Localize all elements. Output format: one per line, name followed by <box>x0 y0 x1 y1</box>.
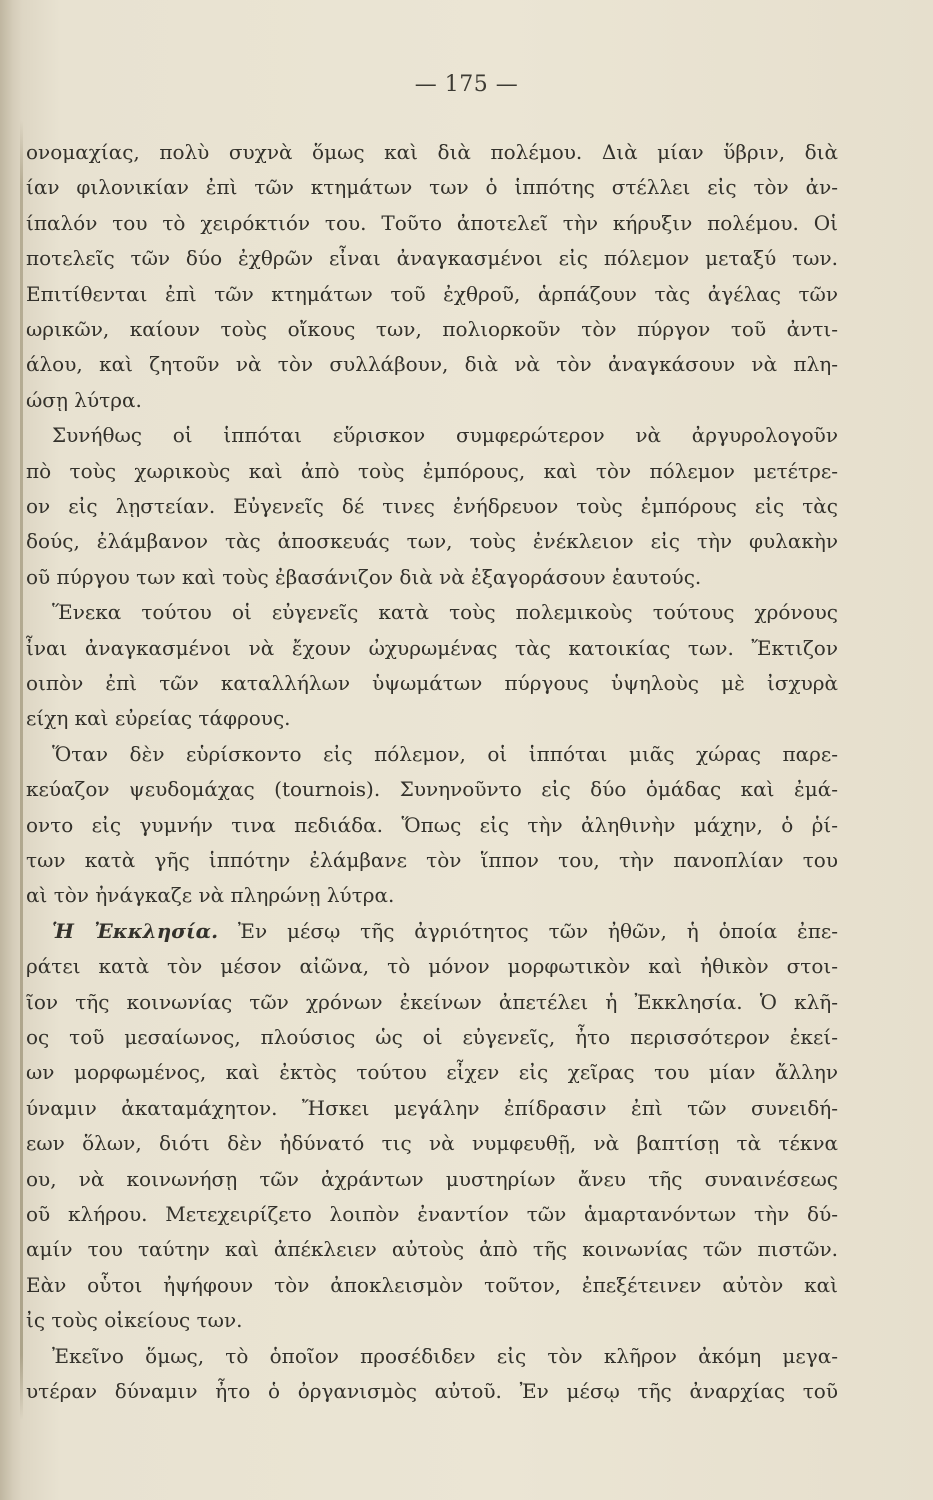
line-text: Ἐκεῖνο ὅμως, τὸ ὁποῖον προσέδιδεν εἰς τὸν κλῆρον ἀκόμη μεγα- <box>52 1343 838 1368</box>
line-text: ος τοῦ μεσαίωνος, πλούσιος ὡς οἱ εὐγενεῖς, ἦτο περισσότερον ἐκεί- <box>26 1025 838 1049</box>
line-text: αμίν του ταύτην καὶ ἀπέκλειεν αὐτοὺς ἀπὸ τῆς κοινωνίας τῶν πιστῶν. <box>26 1237 838 1262</box>
line-text: οντο εἰς γυμνήν τινα πεδιάδα. Ὅπως εἰς τὴν ἀληθινὴν μάχην, ὁ ῥί- <box>26 812 838 837</box>
line-text: ίπαλόν του τὸ χειρόκτιόν του. Τοῦτο ἀποτελεῖ τὴν κήρυξιν πολέμου. Οἱ <box>26 210 838 235</box>
line-text: άλου, καὶ ζητοῦν νὰ τὸν συλλάβουν, διὰ νὰ τὸν ἀναγκάσουν νὰ πλη- <box>26 352 838 377</box>
text-line <box>26 279 838 309</box>
line-text: κεύαζον ψευδομάχας (tournois). Συνηνοῦντο εἰς δύο ὁμάδας καὶ ἐμά- <box>26 777 838 802</box>
text-line <box>26 1057 838 1087</box>
line-text: πὸ τοὺς χωρικοὺς καὶ ἀπὸ τοὺς ἐμπόρους, καὶ τὸν πόλεμον μετέτρε- <box>26 458 838 483</box>
text-line <box>26 562 838 592</box>
text-line <box>26 1093 838 1123</box>
line-text: αὶ τὸν ἠνάγκαζε νὰ πληρώνῃ λύτρα. <box>26 883 395 908</box>
text-line <box>26 1022 838 1052</box>
text-line <box>26 172 838 202</box>
line-text: Ἐν μέσῳ τῆς ἀγριότητος τῶν ἠθῶν, ἡ ὁποία ἐπε- <box>237 918 838 943</box>
text-line <box>26 739 838 769</box>
section-heading: Ἡ Ἐκκλησία. <box>52 918 219 943</box>
line-text: ου, νὰ κοινωνήσῃ τῶν ἀχράντων μυστηρίων ἄνευ τῆς συναινέσεως <box>26 1166 838 1191</box>
line-text: ωρικῶν, καίουν τοὺς οἴκους των, πολιορκοῦν τὸν πύργον τοῦ ἀντι- <box>26 317 838 341</box>
text-line <box>26 456 838 486</box>
text-line <box>26 349 838 379</box>
text-line <box>26 1164 838 1194</box>
line-text: των κατὰ γῆς ἱππότην ἐλάμβανε τὸν ἵππον του, τὴν πανοπλίαν του <box>26 848 838 872</box>
text-line <box>26 1128 838 1158</box>
text-line <box>26 951 838 981</box>
line-text: δούς, ἐλάμβανον τὰς ἀποσκευάς των, τοὺς ἐνέκλειον εἰς τὴν φυλακὴν <box>26 529 838 554</box>
text-line <box>26 1376 838 1406</box>
line-text: Ὅταν δὲν εὑρίσκοντο εἰς πόλεμον, οἱ ἱππόται μιᾶς χώρας παρε- <box>52 741 838 766</box>
line-text: εων ὅλων, διότι δὲν ἠδύνατό τις νὰ νυμφευθῇ, νὰ βαπτίσῃ τὰ τέκνα <box>26 1131 838 1156</box>
text-line <box>26 137 838 167</box>
line-text: ἰς τοὺς οἰκείους των. <box>26 1308 243 1333</box>
line-text: ύναμιν ἀκαταμάχητον. Ἤσκει μεγάλην ἐπίδρασιν ἐπὶ τῶν συνειδή- <box>26 1095 838 1120</box>
text-line <box>26 810 838 840</box>
text-line <box>26 987 838 1017</box>
text-line <box>26 845 838 875</box>
line-text: ποτελεῖς τῶν δύο ἐχθρῶν εἶναι ἀναγκασμένοι εἰς πόλεμον μεταξύ των. <box>26 246 838 271</box>
line-text: ράτει κατὰ τὸν μέσον αἰῶνα, τὸ μόνον μορφωτικὸν καὶ ἠθικὸν στοι- <box>26 954 838 979</box>
text-line <box>26 633 838 663</box>
line-text: οῦ κλήρου. Μετεχειρίζετο λοιπὸν ἐναντίον τῶν ἁμαρτανόντων τὴν δύ- <box>26 1202 838 1226</box>
text-line <box>26 526 838 556</box>
text-line <box>26 1199 838 1229</box>
text-line <box>26 208 838 238</box>
text-line <box>26 1270 838 1300</box>
line-text: Συνήθως οἱ ἱππόται εὕρισκον συμφερώτερον νὰ ἀργυρολογοῦν <box>52 423 838 448</box>
line-text: Ἕνεκα τούτου οἱ εὐγενεῖς κατὰ τοὺς πολεμικοὺς τούτους χρόνους <box>52 600 838 625</box>
text-line <box>26 597 838 627</box>
line-text: Εὰν οὗτοι ἠψήφουν τὸν ἀποκλεισμὸν τοῦτον, ἐπεξέτεινεν αὐτὸν καὶ <box>26 1272 838 1297</box>
text-line <box>26 703 838 733</box>
line-text: ον εἰς λῃστείαν. Εὐγενεῖς δέ τινες ἐνήδρευον τοὺς ἐμπόρους εἰς τὰς <box>26 494 838 518</box>
line-text: υτέραν δύναμιν ἦτο ὁ ὀργανισμὸς αὐτοῦ. Ἐν μέσῳ τῆς ἀναρχίας τοῦ <box>26 1379 838 1403</box>
page-number: — 175 — <box>414 72 519 97</box>
line-text: ώσῃ λύτρα. <box>26 387 142 412</box>
line-text: είχη καὶ εὐρείας τάφρους. <box>26 706 291 731</box>
text-line <box>26 1234 838 1264</box>
line-text: ονομαχίας, πολὺ συχνὰ ὅμως καὶ διὰ πολέμου. Διὰ μίαν ὕβριν, διὰ <box>26 140 838 164</box>
binding-gutter <box>0 0 22 1500</box>
text-line <box>26 774 838 804</box>
line-text: Επιτίθενται ἐπὶ τῶν κτημάτων τοῦ ἐχθροῦ, ἁρπάζουν τὰς ἀγέλας τῶν <box>26 281 838 306</box>
section-heading-line <box>26 916 838 946</box>
text-line <box>26 880 838 910</box>
text-line <box>26 668 838 698</box>
text-line <box>26 1341 838 1371</box>
line-text: οῦ πύργου των καὶ τοὺς ἐβασάνιζον διὰ νὰ ἐξαγοράσουν ἑαυτούς. <box>26 564 702 589</box>
line-text: ῖον τῆς κοινωνίας τῶν χρόνων ἐκείνων ἀπετέλει ἡ Ἐκκλησία. Ὁ κλῆ- <box>26 989 838 1014</box>
line-text: ων μορφωμένος, καὶ ἐκτὸς τούτου εἶχεν εἰς χεῖρας του μίαν ἄλλην <box>26 1060 838 1085</box>
line-text: ίαν φιλονικίαν ἐπὶ τῶν κτημάτων των ὁ ἱππότης στέλλει εἰς τὸν ἀν- <box>26 175 838 200</box>
text-line <box>26 1305 838 1335</box>
binding-edge <box>20 120 23 1420</box>
text-line <box>26 243 838 273</box>
text-line <box>26 385 838 415</box>
text-line <box>26 491 838 521</box>
text-line <box>26 420 838 450</box>
text-line <box>26 314 838 344</box>
line-text: οιπὸν ἐπὶ τῶν καταλλήλων ὑψωμάτων πύργους ὑψηλοὺς μὲ ἰσχυρὰ <box>26 671 838 695</box>
line-text: ἶναι ἀναγκασμένοι νὰ ἔχουν ὠχυρωμένας τὰς κατοικίας των. Ἔκτιζον <box>26 635 838 660</box>
